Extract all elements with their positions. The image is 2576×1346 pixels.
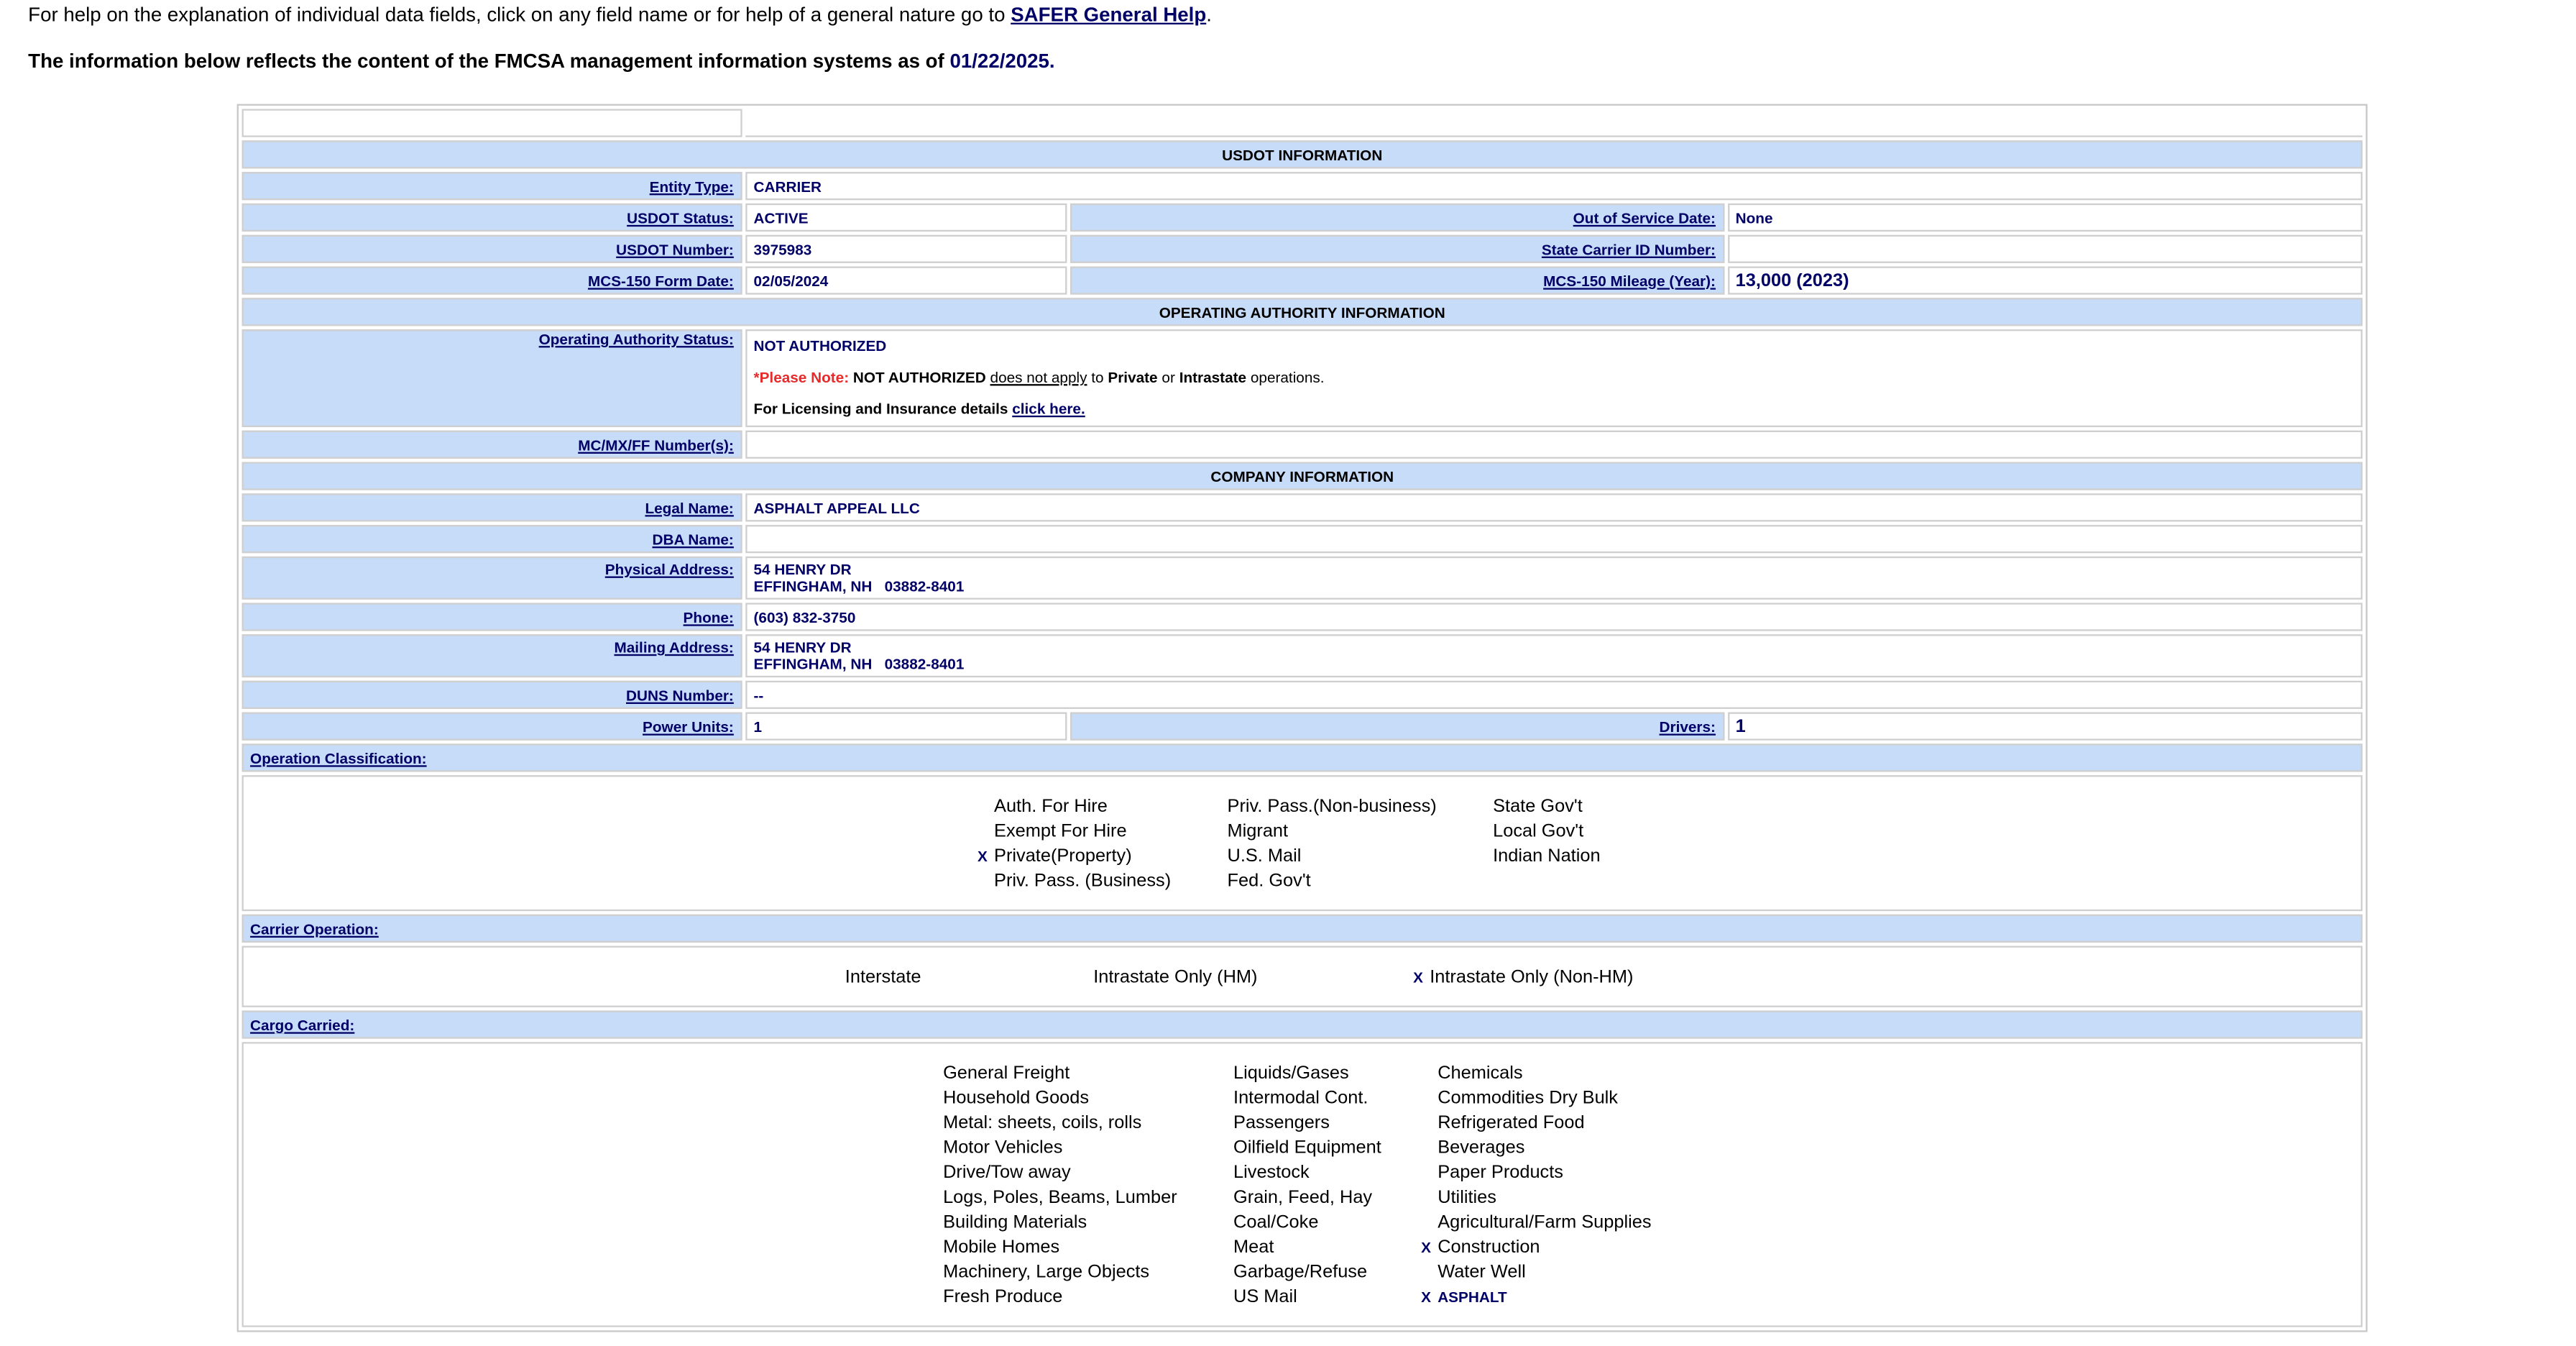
dba-name-value bbox=[745, 525, 2363, 553]
operating-authority-status-label[interactable]: Operating Authority Status: bbox=[538, 331, 734, 348]
operation-classification-item: Private(Property) bbox=[994, 846, 1132, 866]
dba-name-label[interactable]: DBA Name: bbox=[652, 531, 734, 548]
cargo-mark bbox=[920, 1259, 937, 1284]
note-to: to bbox=[1091, 369, 1104, 386]
phone-label[interactable]: Phone: bbox=[683, 608, 734, 626]
cargo-item: Logs, Poles, Beams, Lumber bbox=[943, 1186, 1177, 1207]
mailing-address-value bbox=[745, 634, 2363, 677]
snapshot-table bbox=[237, 104, 2368, 1332]
help-suffix: . bbox=[1206, 3, 1212, 27]
help-prefix: For help on the explanation of individual data fields, click on any field name or for help of a general nature go to bbox=[28, 3, 1006, 27]
operation-classification-box bbox=[242, 775, 2363, 911]
operation-classification-item: Indian Nation bbox=[1493, 846, 1601, 866]
cargo-item: Construction bbox=[1438, 1237, 1540, 1257]
help-text bbox=[28, 3, 2575, 29]
operation-classification-mark bbox=[1470, 793, 1486, 818]
cargo-row bbox=[920, 1135, 1685, 1160]
operation-classification-mark bbox=[1204, 843, 1220, 869]
operation-classification-row bbox=[971, 868, 1634, 893]
duns-number-label[interactable]: DUNS Number: bbox=[626, 686, 734, 703]
cargo-item: Paper Products bbox=[1438, 1162, 1563, 1183]
entity-type-label[interactable]: Entity Type: bbox=[649, 178, 734, 195]
licensing-line bbox=[754, 394, 2355, 426]
cargo-item: Building Materials bbox=[943, 1212, 1087, 1232]
cargo-row bbox=[920, 1085, 1685, 1110]
cargo-mark bbox=[1210, 1259, 1227, 1284]
cargo-item: Oilfield Equipment bbox=[1233, 1137, 1381, 1158]
cargo-mark bbox=[1414, 1160, 1431, 1185]
cargo-item: Garbage/Refuse bbox=[1233, 1261, 1368, 1282]
licensing-click-here-link[interactable]: click here. bbox=[1012, 400, 1085, 418]
operation-classification-item: State Gov't bbox=[1493, 795, 1583, 816]
operation-classification-mark bbox=[1470, 818, 1486, 843]
state-carrier-id-value bbox=[1727, 235, 2363, 263]
cargo-item: Chemicals bbox=[1438, 1063, 1523, 1083]
physical-address-value bbox=[745, 557, 2363, 600]
mcs150-mileage-label[interactable]: MCS-150 Mileage (Year): bbox=[1543, 272, 1716, 289]
cargo-mark bbox=[1210, 1061, 1227, 1086]
cargo-mark bbox=[1414, 1135, 1431, 1160]
note-private: Private bbox=[1108, 369, 1158, 386]
cargo-mark bbox=[1414, 1061, 1431, 1086]
cargo-mark bbox=[1414, 1110, 1431, 1135]
cargo-mark: X bbox=[1421, 1288, 1431, 1305]
cargo-item: Drive/Tow away bbox=[943, 1162, 1071, 1183]
carrier-operation-item: Interstate bbox=[845, 966, 921, 987]
usdot-number-label[interactable]: USDOT Number: bbox=[616, 240, 734, 257]
cargo-mark bbox=[920, 1061, 937, 1086]
cargo-mark bbox=[1414, 1184, 1431, 1209]
operation-classification-mark: X bbox=[977, 847, 988, 864]
cargo-item: US Mail bbox=[1233, 1286, 1297, 1306]
usdot-header: USDOT INFORMATION bbox=[242, 140, 2363, 168]
entity-type-value: CARRIER bbox=[745, 172, 2363, 200]
operation-classification-mark bbox=[971, 868, 988, 893]
operation-classification-item: U.S. Mail bbox=[1227, 846, 1302, 866]
asof-prefix: The information below reflects the content of the FMCSA management information systems as of bbox=[28, 49, 944, 73]
legal-name-label[interactable]: Legal Name: bbox=[645, 499, 734, 516]
operation-classification-label[interactable]: Operation Classification: bbox=[250, 749, 427, 766]
mailing-address-line1: 54 HENRY DR bbox=[753, 639, 852, 656]
cargo-item: Liquids/Gases bbox=[1233, 1063, 1349, 1083]
cargo-item: ASPHALT bbox=[1438, 1288, 1507, 1305]
operation-classification-row bbox=[971, 793, 1634, 818]
cargo-mark bbox=[1210, 1110, 1227, 1135]
cargo-item: Passengers bbox=[1233, 1112, 1330, 1132]
cargo-mark: X bbox=[1421, 1238, 1431, 1255]
cargo-mark bbox=[1210, 1235, 1227, 1260]
out-of-service-label[interactable]: Out of Service Date: bbox=[1573, 209, 1716, 226]
mailing-address-line2: EFFINGHAM, NH 03882-8401 bbox=[753, 656, 965, 673]
note-bold: NOT AUTHORIZED bbox=[852, 369, 986, 386]
carrier-operation-mark: X bbox=[1413, 968, 1423, 985]
mc-number-label[interactable]: MC/MX/FF Number(s): bbox=[578, 436, 734, 453]
carrier-operation-box bbox=[242, 946, 2363, 1007]
cargo-mark bbox=[920, 1184, 937, 1209]
carrier-operation-mark bbox=[822, 964, 839, 989]
cargo-item: Fresh Produce bbox=[943, 1286, 1063, 1306]
operation-classification-mark bbox=[1470, 843, 1486, 869]
cargo-item: Beverages bbox=[1438, 1137, 1525, 1158]
cargo-item: Mobile Homes bbox=[943, 1237, 1060, 1257]
phone-value: (603) 832-3750 bbox=[745, 603, 2363, 631]
cargo-item: Meat bbox=[1233, 1237, 1274, 1257]
cargo-item: Motor Vehicles bbox=[943, 1137, 1063, 1158]
cargo-item: Commodities Dry Bulk bbox=[1438, 1087, 1619, 1108]
cargo-mark bbox=[920, 1085, 937, 1110]
licensing-text: For Licensing and Insurance details bbox=[753, 400, 1008, 418]
note-prefix: *Please Note: bbox=[753, 369, 850, 386]
cargo-mark bbox=[1210, 1284, 1227, 1309]
power-units-value: 1 bbox=[745, 713, 1067, 741]
carrier-operation-item: Intrastate Only (Non-HM) bbox=[1430, 966, 1634, 987]
usdot-status-value: ACTIVE bbox=[745, 203, 1067, 232]
power-units-label[interactable]: Power Units: bbox=[643, 718, 734, 735]
operation-classification-mark bbox=[1470, 868, 1486, 893]
operation-classification-mark bbox=[1204, 793, 1220, 818]
cargo-item: Utilities bbox=[1438, 1186, 1496, 1207]
cargo-row bbox=[920, 1259, 1685, 1284]
operation-classification-item: Auth. For Hire bbox=[994, 795, 1108, 816]
blank-cell bbox=[242, 109, 742, 137]
cargo-item: Machinery, Large Objects bbox=[943, 1261, 1150, 1282]
cargo-mark bbox=[1210, 1085, 1227, 1110]
cargo-mark bbox=[1210, 1184, 1227, 1209]
cargo-mark bbox=[1414, 1209, 1431, 1235]
cargo-row bbox=[920, 1209, 1685, 1235]
cargo-mark bbox=[1414, 1085, 1431, 1110]
operation-classification-mark bbox=[971, 793, 988, 818]
mailing-address-label[interactable]: Mailing Address: bbox=[614, 639, 734, 656]
cargo-item: Household Goods bbox=[943, 1087, 1090, 1108]
carrier-operation-table bbox=[822, 964, 1782, 989]
cargo-carried-grid bbox=[244, 1061, 2361, 1309]
cargo-item: Coal/Coke bbox=[1233, 1212, 1319, 1232]
physical-address-line1: 54 HENRY DR bbox=[753, 561, 852, 578]
duns-number-value: -- bbox=[745, 681, 2363, 709]
note-or: or bbox=[1162, 369, 1175, 386]
legal-name-value: ASPHALT APPEAL LLC bbox=[745, 493, 2363, 521]
mcs150-date-label[interactable]: MCS-150 Form Date: bbox=[587, 272, 734, 289]
operating-authority-status-cell bbox=[745, 329, 2363, 427]
mc-number-value bbox=[745, 431, 2363, 459]
cargo-row bbox=[920, 1160, 1685, 1185]
cargo-mark bbox=[920, 1235, 937, 1260]
carrier-operation-label[interactable]: Carrier Operation: bbox=[250, 920, 379, 937]
operation-classification-item: Migrant bbox=[1227, 820, 1289, 841]
blank-cell bbox=[745, 109, 2363, 137]
operating-authority-status-value: NOT AUTHORIZED bbox=[753, 337, 887, 354]
operation-classification-item: Priv. Pass.(Non-business) bbox=[1227, 795, 1437, 816]
authority-note bbox=[754, 362, 2355, 394]
cargo-item: Intermodal Cont. bbox=[1233, 1087, 1368, 1108]
carrier-operation-mark bbox=[1070, 964, 1087, 989]
operation-classification-mark bbox=[1204, 818, 1220, 843]
cargo-item: General Freight bbox=[943, 1063, 1070, 1083]
operation-classification-item: Priv. Pass. (Business) bbox=[994, 870, 1172, 891]
physical-address-line2: EFFINGHAM, NH 03882-8401 bbox=[753, 577, 965, 595]
cargo-carried-box bbox=[242, 1042, 2363, 1327]
cargo-item: Water Well bbox=[1438, 1261, 1526, 1282]
note-end: operations. bbox=[1250, 369, 1325, 386]
usdot-status-label[interactable]: USDOT Status: bbox=[627, 209, 734, 226]
mcs150-mileage-value: 13,000 (2023) bbox=[1727, 266, 2363, 294]
drivers-label[interactable]: Drivers: bbox=[1659, 718, 1716, 735]
cargo-row bbox=[920, 1235, 1685, 1260]
state-carrier-id-label[interactable]: State Carrier ID Number: bbox=[1541, 240, 1716, 257]
operation-classification-mark bbox=[971, 818, 988, 843]
cargo-item: Grain, Feed, Hay bbox=[1233, 1186, 1373, 1207]
company-header: COMPANY INFORMATION bbox=[242, 462, 2363, 490]
cargo-mark bbox=[920, 1160, 937, 1185]
note-intrastate: Intrastate bbox=[1179, 369, 1247, 386]
cargo-row bbox=[920, 1284, 1685, 1309]
cargo-mark bbox=[1210, 1209, 1227, 1235]
cargo-item: Agricultural/Farm Supplies bbox=[1438, 1212, 1652, 1232]
as-of-notice bbox=[28, 50, 2575, 76]
operation-classification-table bbox=[971, 793, 1634, 892]
operation-classification-item: Local Gov't bbox=[1493, 820, 1584, 841]
operation-classification-row bbox=[971, 818, 1634, 843]
carrier-operation-row bbox=[822, 964, 1782, 989]
cargo-item: Refrigerated Food bbox=[1438, 1112, 1585, 1132]
operation-classification-item: Fed. Gov't bbox=[1227, 870, 1311, 891]
safer-general-help-link[interactable]: SAFER General Help bbox=[1011, 3, 1207, 27]
cargo-mark bbox=[920, 1135, 937, 1160]
cargo-table bbox=[920, 1061, 1685, 1309]
cargo-mark bbox=[920, 1110, 937, 1135]
cargo-row bbox=[920, 1184, 1685, 1209]
drivers-value: 1 bbox=[1727, 713, 2363, 741]
cargo-item: Livestock bbox=[1233, 1162, 1310, 1183]
operation-classification-row bbox=[971, 843, 1634, 869]
operation-classification-item bbox=[1486, 868, 1634, 893]
carrier-operation-item: Intrastate Only (HM) bbox=[1093, 966, 1258, 987]
cargo-row bbox=[920, 1061, 1685, 1086]
page bbox=[0, 3, 2575, 1306]
asof-date: 01/22/2025. bbox=[949, 49, 1055, 73]
cargo-mark bbox=[1210, 1160, 1227, 1185]
cargo-mark bbox=[920, 1284, 937, 1309]
cargo-mark bbox=[1414, 1259, 1431, 1284]
cargo-item: Metal: sheets, coils, rolls bbox=[943, 1112, 1142, 1132]
authority-header: OPERATING AUTHORITY INFORMATION bbox=[242, 298, 2363, 326]
operation-classification-mark bbox=[1204, 868, 1220, 893]
cargo-carried-label[interactable]: Cargo Carried: bbox=[250, 1016, 355, 1033]
physical-address-label[interactable]: Physical Address: bbox=[604, 561, 734, 578]
out-of-service-value: None bbox=[1727, 203, 2363, 232]
mcs150-date-value: 02/05/2024 bbox=[745, 266, 1067, 294]
usdot-number-value: 3975983 bbox=[745, 235, 1067, 263]
cargo-mark bbox=[1210, 1135, 1227, 1160]
carrier-operation-grid bbox=[244, 964, 2361, 989]
cargo-row bbox=[920, 1110, 1685, 1135]
cargo-mark bbox=[920, 1209, 937, 1235]
operation-classification-item: Exempt For Hire bbox=[994, 820, 1127, 841]
operation-classification-grid bbox=[244, 793, 2361, 892]
note-underlined: does not apply bbox=[990, 369, 1087, 386]
